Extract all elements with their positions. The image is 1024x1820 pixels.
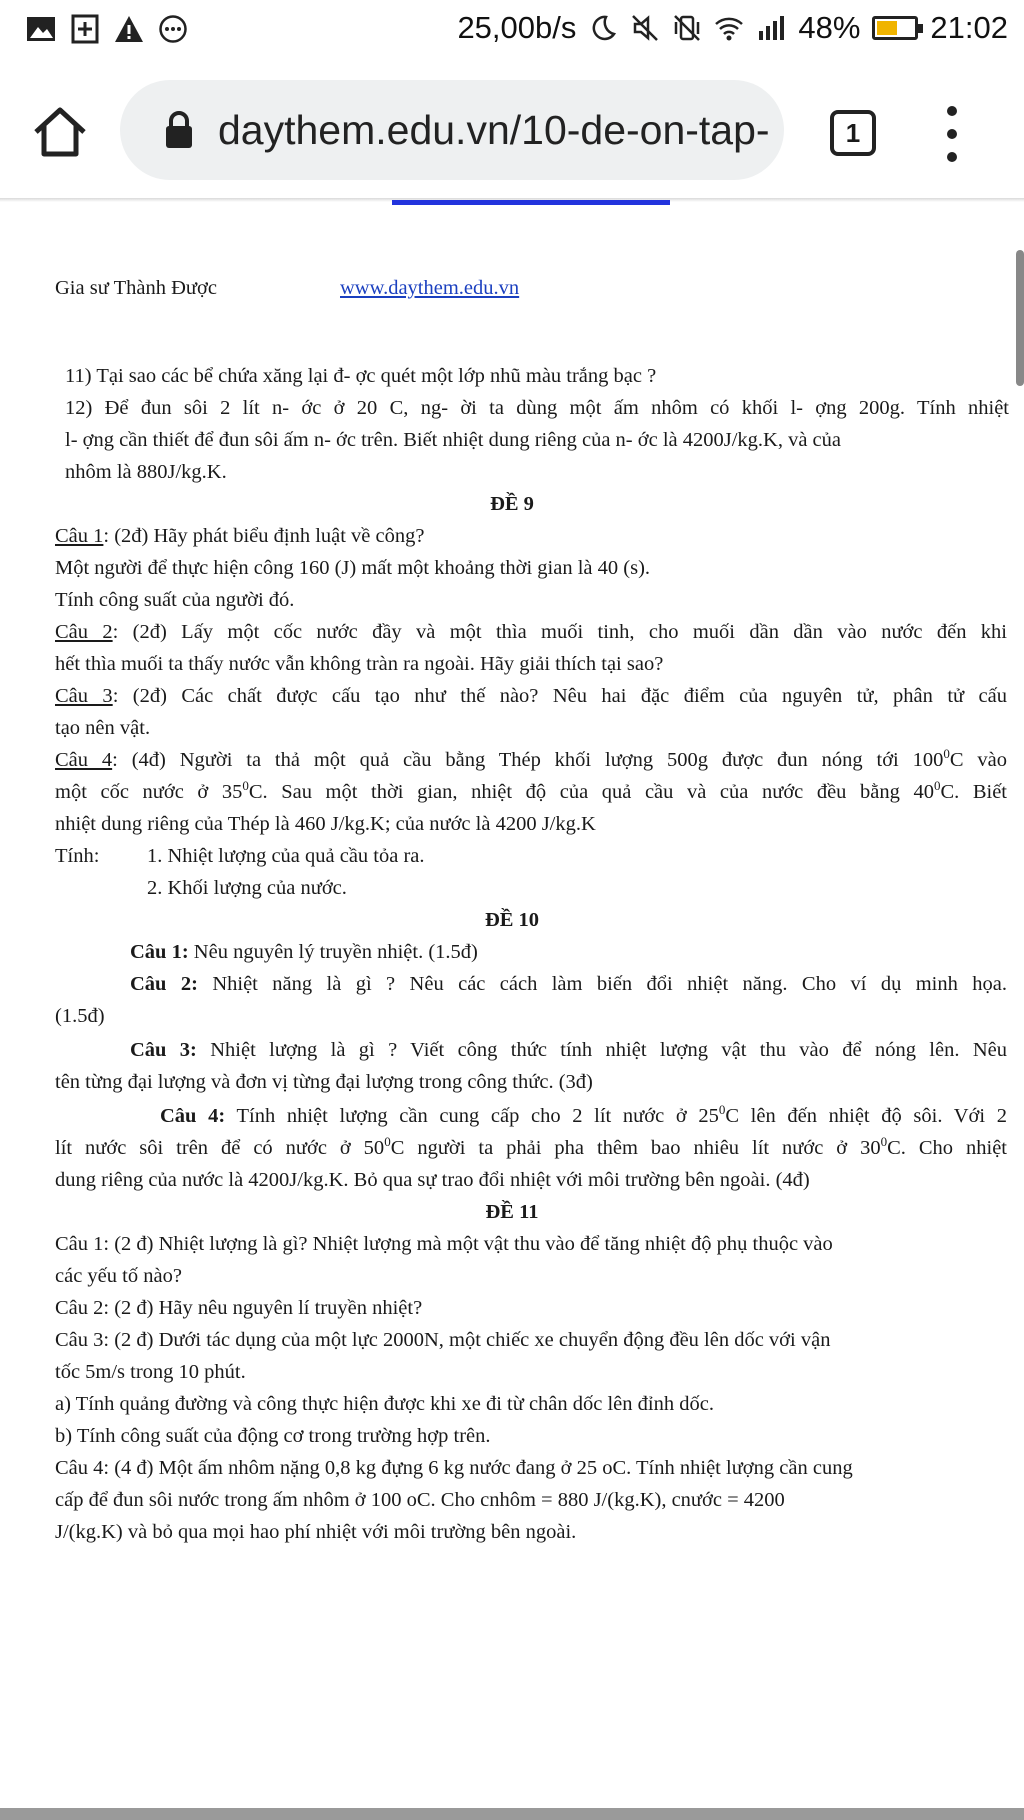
de10-q4-text-b: C lên đến nhiệt độ sôi. Với 2	[725, 1105, 1007, 1127]
de10-q4-line-3: dung riêng của nước là 4200J/kg.K. Bỏ qua sự trao đổi nhiệt với môi trường bên ngoài. (4đ)	[55, 1169, 810, 1191]
de11-q3-part-b: b) Tính công suất của động cơ trong trường hợp trên.	[55, 1425, 491, 1447]
question-12-line-3: nhôm là 880J/kg.K.	[65, 461, 227, 483]
de9-question-3	[55, 680, 1007, 713]
lock-icon	[164, 110, 194, 150]
warning-icon	[114, 14, 144, 44]
de9-q4-text-a: : (4đ) Người ta thả một quả cầu bằng Thép khối lượng 500g được đun nóng tới 100	[112, 749, 944, 771]
doc-header-link[interactable]: www.daythem.edu.vn	[340, 277, 520, 299]
degree-sup: 0	[943, 746, 950, 762]
de9-q4-line-2	[55, 776, 1007, 809]
de10-q4-l2-a: lít nước sôi trên để có nước ở 50	[55, 1137, 385, 1159]
de10-q4-line-2	[55, 1132, 1007, 1165]
section-title-de-11: ĐỀ 11	[485, 1201, 539, 1223]
de11-q3-part-a: a) Tính quảng đường và công thực hiện được khi xe đi từ chân dốc lên đỉnh dốc.	[55, 1393, 714, 1415]
degree-sup: 0	[933, 778, 941, 794]
de11-q4-line-2: cấp để đun sôi nước trong ấm nhôm ở 100 oC. Cho cnhôm = 880 J/(kg.K), cnước = 4200	[55, 1489, 785, 1511]
url-text[interactable]: daythem.edu.vn/10-de-on-tap-	[218, 106, 770, 153]
de10-q1-text: Nêu nguyên lý truyền nhiệt. (1.5đ)	[188, 941, 478, 963]
battery-percent: 48%	[798, 10, 861, 45]
de10-question-1	[130, 936, 478, 969]
de9-q1-line-2: Một người để thực hiện công 160 (J) mất một khoảng thời gian là 40 (s).	[55, 557, 651, 579]
de9-q1-line-3: Tính công suất của người đó.	[55, 589, 295, 611]
de11-q3-line-1: Câu 3: (2 đ) Dưới tác dụng của một lực 2000N, một chiếc xe chuyển động đều lên dốc với vận	[55, 1329, 831, 1351]
section-title-de-10: ĐỀ 10	[484, 909, 540, 931]
mute-icon	[630, 13, 660, 43]
wifi-icon	[714, 13, 744, 43]
de9-tinh-item-2: 2. Khối lượng của nước.	[147, 877, 347, 899]
plus-box-icon	[70, 14, 100, 44]
de10-q3-text: Nhiệt lượng là gì ? Viết công thức tính nhiệt lượng vật thu vào để nóng lên. Nêu	[196, 1039, 1007, 1061]
browser-toolbar	[0, 62, 1024, 200]
de9-question-1	[55, 520, 424, 553]
question-11: 11) Tại sao các bể chứa xăng lại đ- ợc quét một lớp nhũ màu trắng bạc ?	[65, 365, 657, 387]
de9-q4-l2-c: C. Biết	[940, 781, 1007, 803]
de9-q4-label: Câu 4	[55, 749, 113, 771]
de9-q4-text-b: C vào	[949, 749, 1007, 771]
network-speed: 25,00b/s	[457, 10, 577, 45]
bottom-edge	[0, 1808, 1024, 1820]
status-bar	[0, 0, 1024, 62]
de11-q1-line-2: các yếu tố nào?	[55, 1265, 182, 1287]
de9-q4-l2-a: một cốc nước ở 35	[55, 781, 243, 803]
de10-q4-text-a: Tính nhiệt lượng cần cung cấp cho 2 lít nước ở 25	[225, 1105, 719, 1127]
de9-q2-line-2: hết thìa muối ta thấy nước vẫn không tràn ra ngoài. Hãy giải thích tại sao?	[55, 653, 664, 675]
de11-q1-line-1: Câu 1: (2 đ) Nhiệt lượng là gì? Nhiệt lượng mà một vật thu vào để tăng nhiệt độ phụ thuộc vào	[55, 1233, 833, 1255]
status-bar-system	[457, 10, 1008, 46]
de9-q2-label: Câu 2	[55, 621, 113, 643]
de10-q4-l2-b: C người ta phải pha thêm bao nhiêu lít nước ở 30	[390, 1137, 881, 1159]
de10-question-4	[160, 1100, 1007, 1133]
document-page	[0, 205, 1024, 1805]
de9-tinh-label: Tính:	[55, 845, 100, 867]
de9-q3-label: Câu 3	[55, 685, 113, 707]
de9-tinh-item-1: 1. Nhiệt lượng của quả cầu tỏa ra.	[147, 845, 425, 867]
de11-q3-line-2: tốc 5m/s trong 10 phút.	[55, 1361, 246, 1383]
de10-q2-text: Nhiệt năng là gì ? Nêu các cách làm biến đổi nhiệt năng. Cho ví dụ minh họa.	[197, 973, 1007, 995]
de10-q2-label: Câu 2:	[130, 973, 198, 995]
de11-q4-line-1: Câu 4: (4 đ) Một ấm nhôm nặng 0,8 kg đựng 6 kg nước đang ở 25 oC. Tính nhiệt lượng cần cung	[55, 1457, 853, 1479]
de9-q2-text: : (2đ) Lấy một cốc nước đầy và một thìa muối tinh, cho muối dần dần vào nước đến khi	[112, 621, 1007, 643]
more-circle-icon	[158, 14, 188, 44]
de9-q3-line-2: tạo nên vật.	[55, 717, 151, 739]
vibrate-off-icon	[672, 13, 702, 43]
degree-sup: 0	[718, 1102, 726, 1118]
de11-q4-line-3: J/(kg.K) và bỏ qua mọi hao phí nhiệt với môi trường bên ngoài.	[55, 1521, 577, 1543]
image-icon	[26, 14, 56, 44]
de9-question-2	[55, 616, 1007, 649]
de9-q4-line-3: nhiệt dung riêng của Thép là 460 J/kg.K; của nước là 4200 J/kg.K	[55, 813, 596, 835]
degree-sup: 0	[384, 1134, 391, 1150]
de10-q4-l2-c: C. Cho nhiệt	[887, 1137, 1007, 1159]
degree-sup: 0	[242, 778, 249, 794]
section-title-de-9: ĐỀ 9	[490, 493, 534, 515]
de10-question-3	[130, 1034, 1007, 1067]
de9-question-4	[55, 744, 1007, 777]
question-12-line-2: l- ợng cần thiết để đun sôi ấm n- ớc trên. Biết nhiệt dung riêng của n- ớc là 4200J/kg.K, và của	[65, 429, 842, 451]
de9-q4-l2-b: C. Sau một thời gian, nhiệt độ của quả cầu và của nước đều bằng 40	[248, 781, 934, 803]
de9-q1-text: : (2đ) Hãy phát biểu định luật về công?	[103, 525, 425, 547]
de9-q3-text: : (2đ) Các chất được cấu tạo như thế nào? Nêu hai đặc điểm của nguyên tử, phân tử cấu	[112, 685, 1007, 707]
de10-q4-label: Câu 4:	[160, 1105, 226, 1127]
degree-sup: 0	[880, 1134, 888, 1150]
address-bar[interactable]	[120, 80, 784, 180]
home-icon[interactable]	[30, 102, 90, 162]
de11-question-2: Câu 2: (2 đ) Hãy nêu nguyên lí truyền nhiệt?	[55, 1297, 423, 1319]
signal-icon	[756, 13, 786, 43]
moon-icon	[588, 13, 618, 43]
de10-q3-label: Câu 3:	[130, 1039, 197, 1061]
battery-icon	[872, 16, 918, 40]
de10-q3-line-2: tên từng đại lượng và đơn vị từng đại lượng trong công thức. (3đ)	[55, 1071, 593, 1093]
overflow-menu-icon[interactable]	[940, 106, 964, 162]
status-bar-notifications	[26, 14, 188, 44]
de9-q1-label: Câu 1	[55, 525, 104, 547]
de10-q1-label: Câu 1:	[130, 941, 189, 963]
clock: 21:02	[930, 10, 1008, 45]
question-12-line-1: 12) Để đun sôi 2 lít n- ớc ở 20 C, ng- ời ta dùng một ấm nhôm có khối l- ợng 200g. Tính nhiệt	[65, 397, 1009, 419]
tab-switcher-button[interactable]: 1	[830, 110, 876, 156]
de10-q2-line-2: (1.5đ)	[55, 1005, 105, 1027]
de10-question-2	[130, 968, 1007, 1001]
doc-header-author: Gia sư Thành Được	[55, 277, 217, 299]
